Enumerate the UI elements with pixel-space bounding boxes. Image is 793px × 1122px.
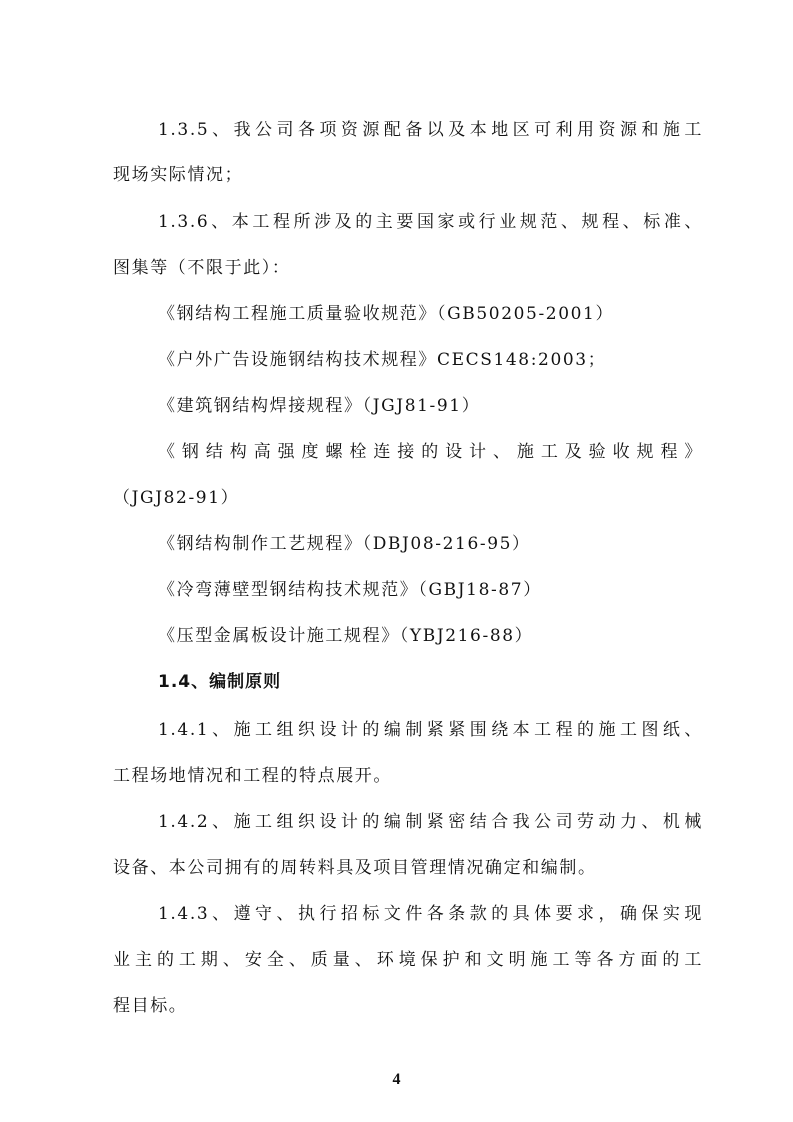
- standard-item: 《钢结构制作工艺规程》（DBJ08-216-95）: [158, 534, 531, 554]
- section-heading: 1.4、编制原则: [158, 672, 282, 692]
- standard-item: 《户外广告设施钢结构技术规程》CECS148:2003；: [158, 350, 607, 370]
- standard-item: 《钢结构工程施工质量验收规范》（GB50205-2001）: [158, 304, 615, 324]
- paragraph-1-3-6-line-2: 图集等（不限于此）：: [113, 258, 291, 278]
- paragraph-1-4-2-line-1: 1.4.2、施工组织设计的编制紧密结合我公司劳动力、机械: [158, 812, 703, 832]
- paragraph-1-3-6-line-1: 1.3.6、本工程所涉及的主要国家或行业规范、规程、标准、: [158, 212, 703, 232]
- page-number: 4: [392, 1071, 401, 1088]
- paragraph-1-4-1-line-1: 1.4.1、施工组织设计的编制紧紧围绕本工程的施工图纸、: [158, 720, 703, 740]
- standard-item: 《压型金属板设计施工规程》（YBJ216-88）: [158, 626, 534, 646]
- standard-item: 《建筑钢结构焊接规程》（JGJ81-91）: [158, 396, 481, 416]
- paragraph-1-4-1-line-2: 工程场地情况和工程的特点展开。: [113, 766, 392, 786]
- paragraph-1-3-5-line-1: 1.3.5、我公司各项资源配备以及本地区可利用资源和施工: [158, 120, 703, 140]
- paragraph-1-4-3-line-2: 业主的工期、安全、质量、环境保护和文明施工等各方面的工: [113, 950, 703, 970]
- paragraph-1-4-3-line-3: 程目标。: [113, 996, 188, 1016]
- standard-item: 《冷弯薄壁型钢结构技术规范》（GBJ18-87）: [158, 580, 542, 600]
- paragraph-1-3-5-line-2: 现场实际情况；: [113, 165, 244, 185]
- paragraph-1-4-3-line-1: 1.4.3、遵守、执行招标文件各条款的具体要求，确保实现: [158, 904, 703, 924]
- standard-item: 《钢结构高强度螺栓连接的设计、施工及验收规程》: [158, 442, 703, 462]
- paragraph-1-4-2-line-2: 设备、本公司拥有的周转料具及项目管理情况确定和编制。: [113, 858, 597, 878]
- standard-item-continuation: （JGJ82-91）: [113, 488, 240, 508]
